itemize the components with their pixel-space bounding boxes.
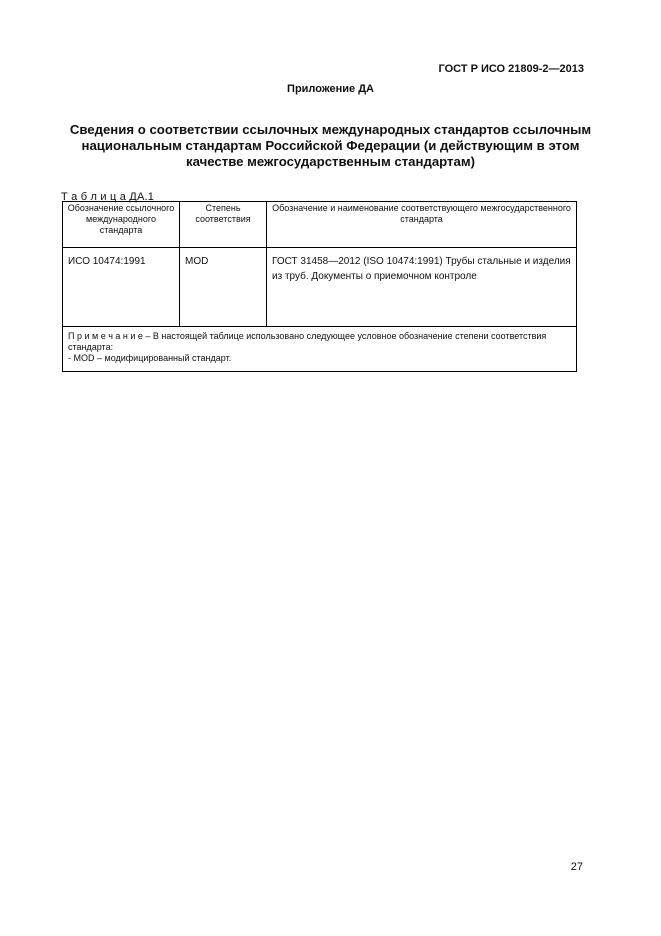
cell-degree: MOD [180, 248, 267, 327]
cell-national-standard: ГОСТ 31458—2012 (ISO 10474:1991) Трубы стальные и изделия из труб. Документы о приемочном контроле [267, 248, 577, 327]
table-caption: Т а б л и ц а ДА.1 [61, 191, 155, 203]
note-text: – В настоящей таблице использовано следующее условное обозначение степени соответствия стандарта: [68, 331, 547, 352]
section-title-line-3: качестве межгосударственным стандартам) [185, 154, 475, 169]
header-ref-standard: Обозначение ссылочного международного стандарта [63, 202, 180, 248]
table-note [63, 327, 577, 372]
table-note-row [63, 327, 577, 372]
note-label: П р и м е ч а н и е [68, 331, 143, 341]
correspondence-table [62, 201, 577, 372]
section-title [40, 122, 621, 170]
section-title-line-1: Сведения о соответствии ссылочных международных стандартов ссылочным [69, 122, 592, 137]
cell-ref-standard: ИСО 10474:1991 [63, 248, 180, 327]
note-line-1 [68, 331, 572, 353]
appendix-title: Приложение ДА [287, 83, 374, 95]
header-national-standard: Обозначение и наименование соответствующего межгосударственного стандарта [267, 202, 577, 248]
note-line-2: - MOD – модифицированный стандарт. [68, 353, 232, 363]
page-number: 27 [570, 861, 583, 873]
table-header-row [63, 202, 577, 248]
table-row [63, 248, 577, 327]
header-degree: Степень соответствия [180, 202, 267, 248]
document-code: ГОСТ Р ИСО 21809-2—2013 [438, 63, 584, 75]
section-title-line-2: национальным стандартам Российской Федерации (и действующим в этом [81, 138, 580, 153]
